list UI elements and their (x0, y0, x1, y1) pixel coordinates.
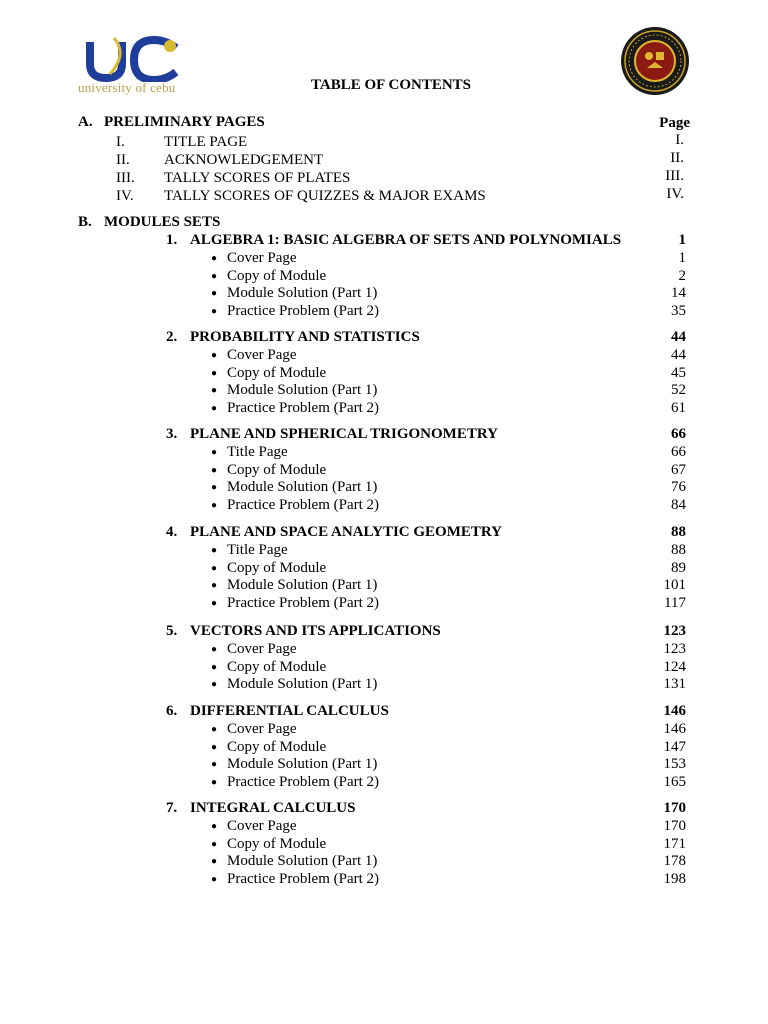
module-item (211, 853, 377, 870)
module-item-label: Title Page (227, 542, 288, 558)
bullet-icon: ● (211, 288, 218, 300)
module-item-page-number: 101 (663, 577, 686, 594)
module-item-label: Copy of Module (227, 461, 327, 478)
module-page-number: 123 (663, 623, 686, 639)
module-item (211, 250, 297, 267)
bullet-icon: ● (211, 856, 218, 868)
module-item-page-number: 123 (663, 641, 686, 657)
bullet-icon: ● (211, 580, 218, 592)
module-title: INTEGRAL CALCULUS (190, 800, 356, 816)
bullet-icon: ● (211, 545, 218, 557)
module-item (211, 347, 297, 364)
item-label: TALLY SCORES OF PLATES (164, 170, 351, 186)
module-title: PROBABILITY AND STATISTICS (190, 329, 420, 345)
module-item-page-number: 61 (671, 399, 686, 416)
module-item-page-number: 147 (663, 738, 686, 755)
logo-text: university of cebu (78, 80, 176, 95)
module-page-number: 88 (671, 524, 686, 540)
preliminary-item (116, 134, 247, 152)
module-page-number: 66 (671, 426, 686, 442)
module-item-label: Practice Problem (Part 2) (227, 302, 380, 319)
module-title: VECTORS AND ITS APPLICATIONS (190, 623, 441, 639)
module-item (211, 595, 379, 612)
module-item-page-number: 171 (663, 835, 686, 852)
module-item-label: Cover Page (227, 818, 297, 834)
module-number: 6. (166, 703, 178, 719)
module-number: 1. (166, 232, 178, 248)
module-item-page-number: 52 (671, 382, 686, 399)
module-item-label: Practice Problem (Part 2) (227, 773, 380, 790)
module-item-label: Module Solution (Part 1) (227, 285, 378, 302)
bullet-icon: ● (211, 270, 218, 282)
section-b-heading (78, 214, 220, 231)
module-page-number: 170 (663, 800, 686, 816)
module-title: PLANE AND SPACE ANALYTIC GEOMETRY (190, 524, 503, 540)
module-item (211, 721, 297, 738)
module-heading (166, 426, 498, 443)
module-item (211, 382, 377, 399)
module-heading (166, 703, 389, 720)
module-item-label: Copy of Module (227, 738, 327, 755)
module-item-page-number: 131 (663, 676, 686, 693)
module-item-page-number: 170 (663, 818, 686, 834)
module-page-number: 146 (663, 703, 686, 719)
module-item-page-number: 45 (671, 364, 686, 381)
bullet-icon: ● (211, 724, 218, 736)
bullet-icon: ● (211, 385, 218, 397)
bullet-icon: ● (211, 597, 218, 609)
preliminary-item (116, 170, 350, 188)
module-item-label: Module Solution (Part 1) (227, 676, 378, 693)
item-number: IV. (116, 188, 134, 204)
section-title: PRELIMINARY PAGES (104, 114, 265, 130)
section-title: MODULES SETS (104, 214, 221, 230)
bullet-icon: ● (211, 759, 218, 771)
module-item (211, 303, 379, 320)
module-item-label: Copy of Module (227, 559, 327, 576)
module-item (211, 641, 297, 658)
module-item-page-number: 67 (671, 461, 686, 478)
module-item-page-number: 165 (663, 773, 686, 790)
module-item-label: Cover Page (227, 347, 297, 363)
module-item-page-number: 14 (671, 285, 686, 302)
bullet-icon: ● (211, 447, 218, 459)
item-number: I. (116, 134, 125, 150)
module-heading (166, 232, 621, 249)
module-item-label: Module Solution (Part 1) (227, 756, 378, 773)
preliminary-item (116, 188, 486, 206)
module-heading (166, 623, 441, 640)
module-item (211, 497, 379, 514)
module-item (211, 560, 326, 577)
module-item (211, 462, 326, 479)
module-item-page-number: 2 (678, 267, 686, 284)
module-item-label: Module Solution (Part 1) (227, 479, 378, 496)
module-item (211, 285, 377, 302)
module-item (211, 756, 377, 773)
module-item-page-number: 146 (663, 721, 686, 737)
section-a-heading (78, 114, 265, 131)
module-item-page-number: 44 (671, 347, 686, 363)
module-item-label: Module Solution (Part 1) (227, 382, 378, 399)
item-page-number: I. (675, 132, 684, 148)
module-number: 2. (166, 329, 178, 345)
module-item (211, 479, 377, 496)
module-item (211, 577, 377, 594)
bullet-icon: ● (211, 644, 218, 656)
item-page-number: IV. (666, 186, 684, 202)
module-item-label: Copy of Module (227, 835, 327, 852)
bullet-icon: ● (211, 873, 218, 885)
module-number: 4. (166, 524, 178, 540)
item-number: III. (116, 170, 135, 186)
bullet-icon: ● (211, 741, 218, 753)
section-letter: B. (78, 214, 92, 230)
module-item-page-number: 76 (671, 479, 686, 496)
module-number: 5. (166, 623, 178, 639)
bullet-icon: ● (211, 253, 218, 265)
uc-logo-icon (84, 34, 184, 82)
page-column-header: Page (659, 115, 690, 131)
module-item-label: Cover Page (227, 721, 297, 737)
bullet-icon: ● (211, 350, 218, 362)
section-letter: A. (78, 114, 93, 130)
page-title: TABLE OF CONTENTS (310, 77, 472, 93)
module-item (211, 739, 326, 756)
item-label: TITLE PAGE (164, 134, 248, 150)
module-item-page-number: 117 (664, 594, 686, 611)
bullet-icon: ● (211, 776, 218, 788)
module-item (211, 444, 288, 461)
bullet-icon: ● (211, 464, 218, 476)
module-item-page-number: 88 (671, 542, 686, 558)
module-item-page-number: 124 (663, 658, 686, 675)
module-item (211, 659, 326, 676)
module-item-page-number: 153 (663, 756, 686, 773)
module-item-label: Practice Problem (Part 2) (227, 870, 380, 887)
bullet-icon: ● (211, 402, 218, 414)
module-item-label: Practice Problem (Part 2) (227, 496, 380, 513)
module-item-label: Practice Problem (Part 2) (227, 399, 380, 416)
module-item (211, 836, 326, 853)
item-label: ACKNOWLEDGEMENT (164, 152, 324, 168)
item-label: TALLY SCORES OF QUIZZES & MAJOR EXAMS (164, 188, 486, 204)
module-item (211, 365, 326, 382)
module-item-label: Cover Page (227, 250, 297, 266)
module-number: 7. (166, 800, 178, 816)
module-item (211, 818, 297, 835)
module-item (211, 676, 377, 693)
module-item (211, 542, 288, 559)
module-item-label: Title Page (227, 444, 288, 460)
module-title: ALGEBRA 1: BASIC ALGEBRA OF SETS AND POLYNOMIALS (190, 232, 622, 248)
module-item-page-number: 1 (678, 250, 686, 266)
bullet-icon: ● (211, 838, 218, 850)
module-item-page-number: 66 (671, 444, 686, 460)
module-heading (166, 329, 420, 346)
module-page-number: 44 (671, 329, 686, 345)
bullet-icon: ● (211, 661, 218, 673)
module-item (211, 268, 326, 285)
module-item-page-number: 84 (671, 496, 686, 513)
bullet-icon: ● (211, 482, 218, 494)
preliminary-item (116, 152, 323, 170)
module-item-label: Cover Page (227, 641, 297, 657)
bullet-icon: ● (211, 821, 218, 833)
module-item-label: Module Solution (Part 1) (227, 577, 378, 594)
module-item-label: Module Solution (Part 1) (227, 853, 378, 870)
item-number: II. (116, 152, 130, 168)
module-item-label: Practice Problem (Part 2) (227, 594, 380, 611)
module-page-number: 1 (678, 232, 686, 248)
module-title: PLANE AND SPHERICAL TRIGONOMETRY (190, 426, 498, 442)
module-title: DIFFERENTIAL CALCULUS (190, 703, 389, 719)
module-item-label: Copy of Module (227, 658, 327, 675)
bullet-icon: ● (211, 367, 218, 379)
module-item-page-number: 35 (671, 302, 686, 319)
module-item (211, 400, 379, 417)
module-item-page-number: 89 (671, 559, 686, 576)
bullet-icon: ● (211, 562, 218, 574)
module-heading (166, 800, 355, 817)
module-item-label: Copy of Module (227, 364, 327, 381)
bullet-icon: ● (211, 679, 218, 691)
module-item (211, 871, 379, 888)
module-item (211, 774, 379, 791)
item-page-number: III. (665, 168, 684, 184)
module-item-page-number: 178 (663, 853, 686, 870)
module-heading (166, 524, 502, 541)
module-item-label: Copy of Module (227, 267, 327, 284)
item-page-number: II. (670, 150, 684, 166)
bullet-icon: ● (211, 305, 218, 317)
bullet-icon: ● (211, 499, 218, 511)
module-number: 3. (166, 426, 178, 442)
module-item-page-number: 198 (663, 870, 686, 887)
